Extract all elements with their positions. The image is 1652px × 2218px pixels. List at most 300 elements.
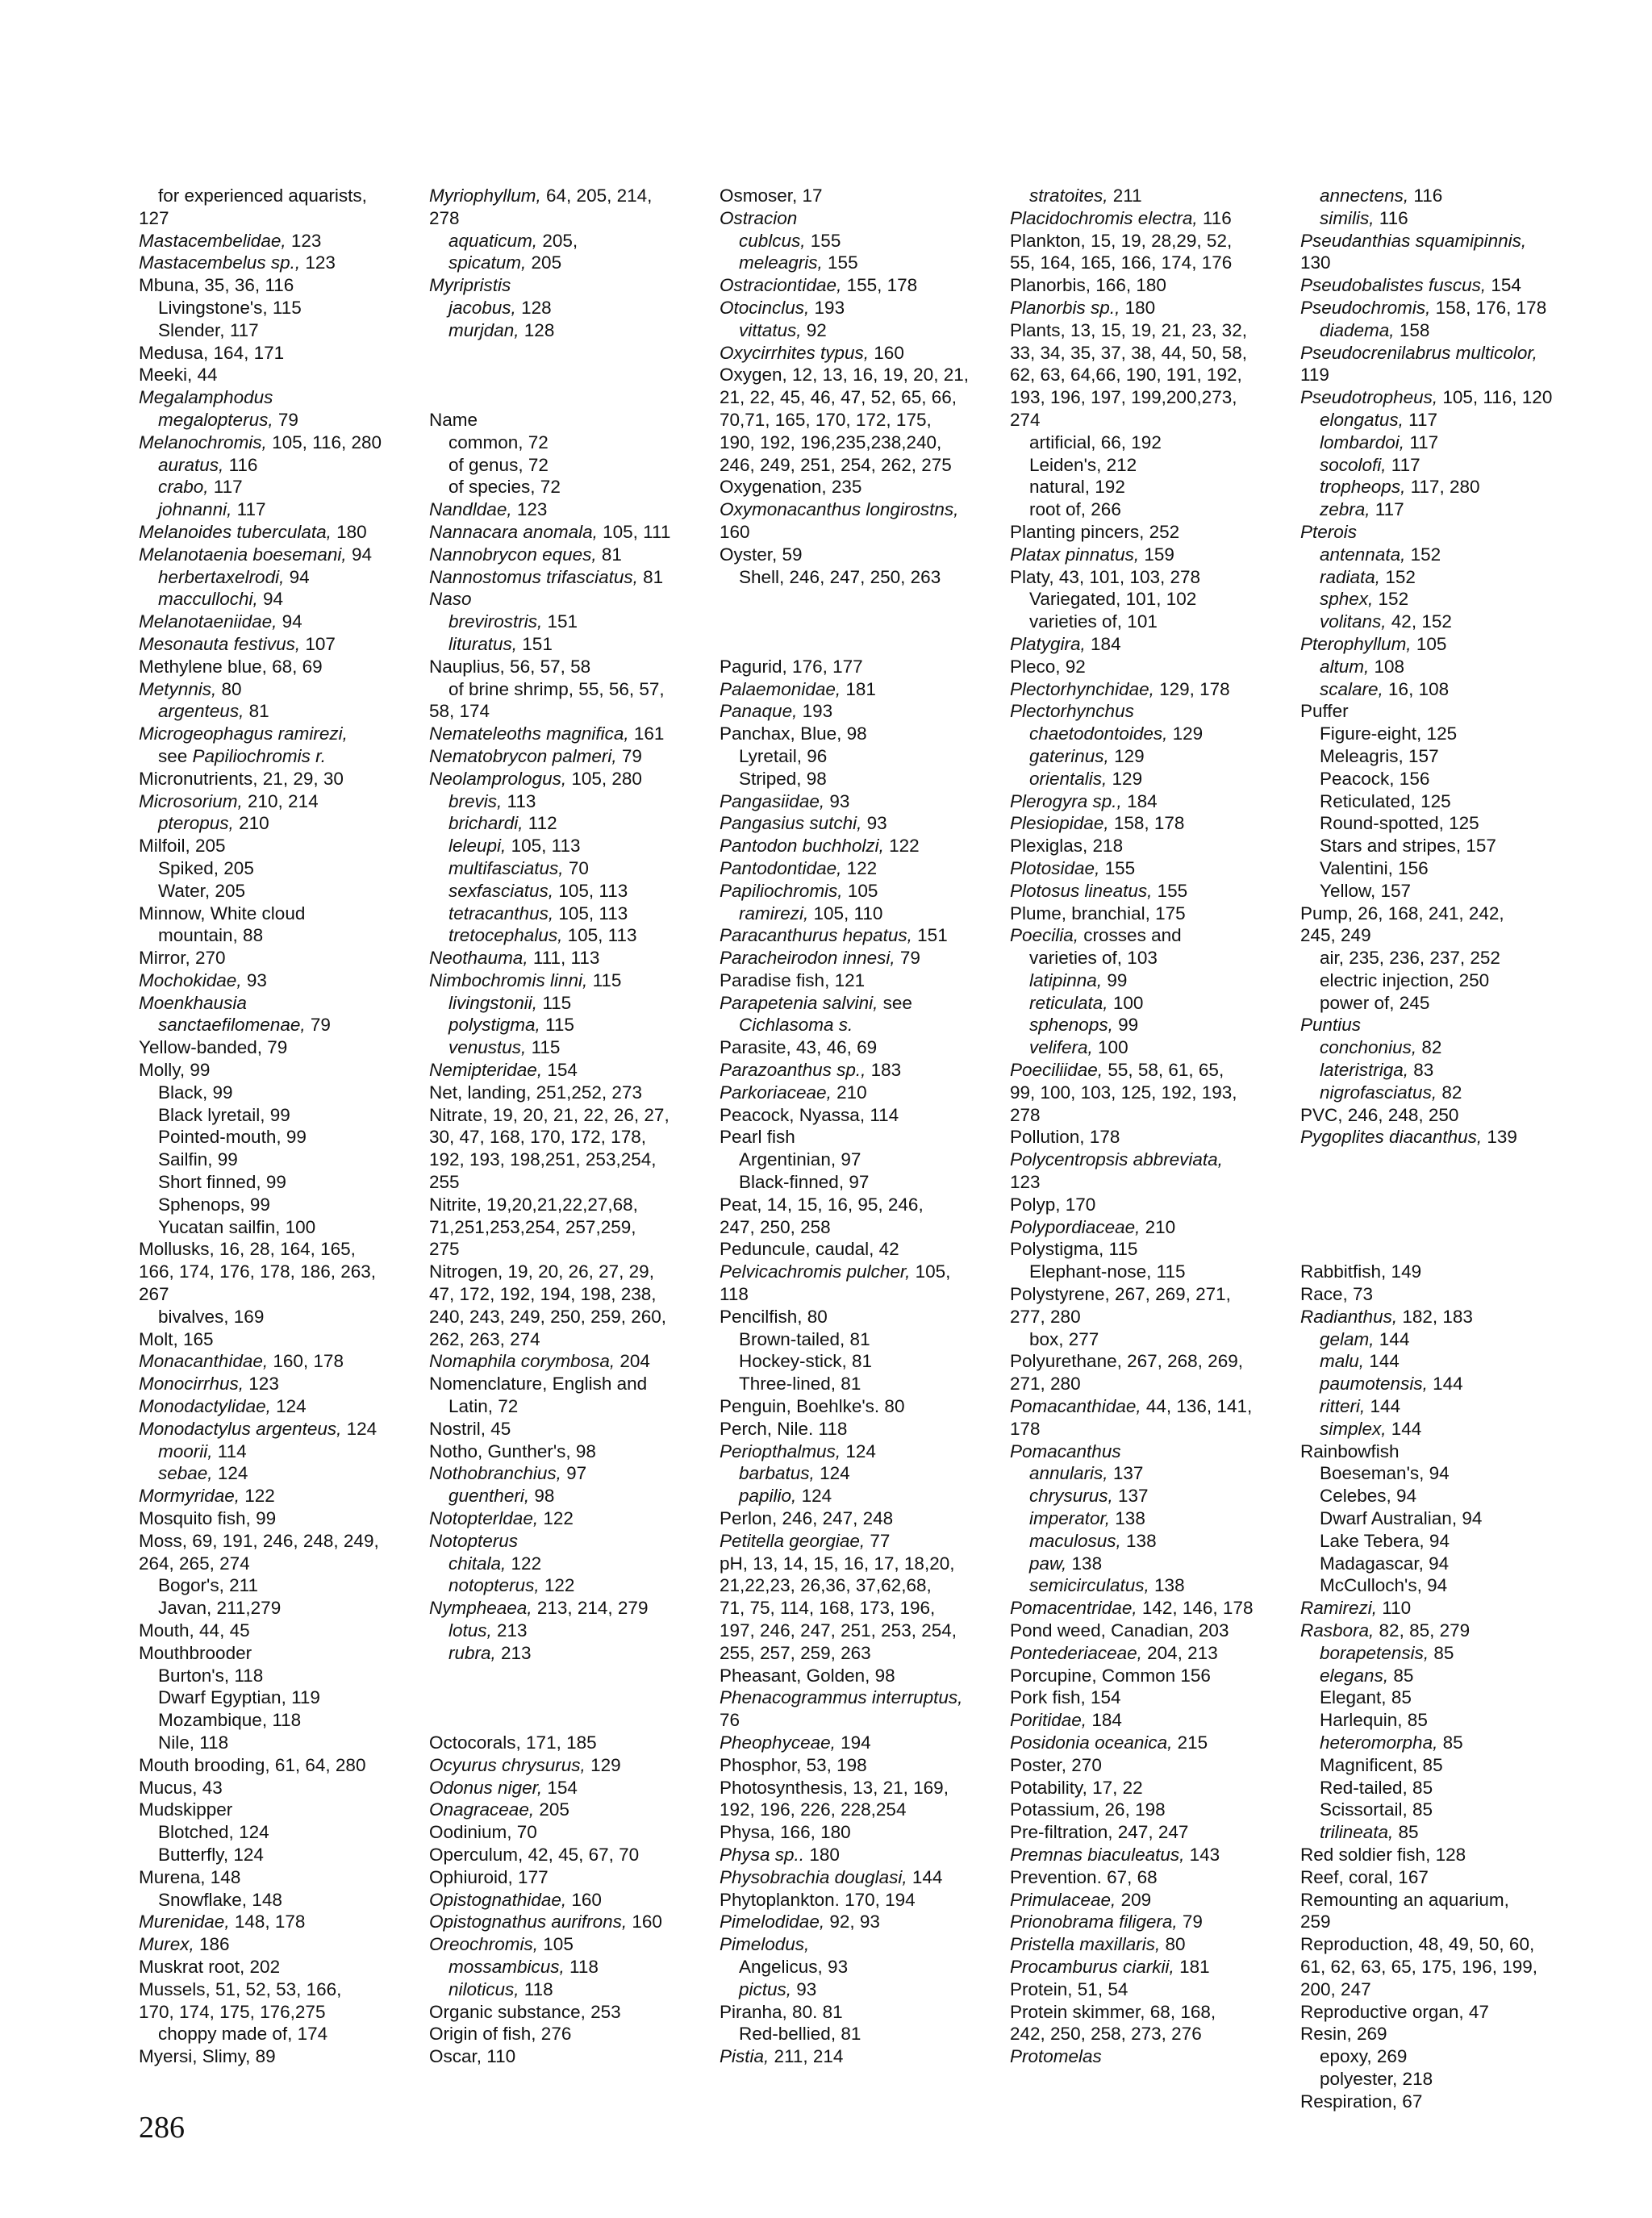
index-subentry	[139, 1306, 413, 1328]
index-subentry	[1300, 1642, 1575, 1665]
entry-pages: 123	[511, 499, 548, 520]
index-subentry	[139, 297, 413, 319]
entry-term: 240, 243, 249, 250, 259, 260,	[429, 1306, 667, 1327]
index-entry	[429, 1911, 703, 1933]
index-subentry	[1010, 745, 1284, 768]
index-entry	[720, 1933, 994, 1956]
index-entry	[139, 1485, 413, 1507]
entry-pages: 181	[841, 678, 876, 699]
entry-pages: 16, 108	[1383, 678, 1450, 699]
entry-term: epoxy, 269	[1320, 2046, 1408, 2067]
entry-term: Opistognathus aurifrons,	[429, 1912, 628, 1932]
entry-term: Organic substance, 253	[429, 2001, 621, 2022]
entry-term: Parazoanthus sp.,	[720, 1060, 866, 1081]
index-subentry	[429, 1485, 703, 1507]
entry-term: Plerogyra sp.,	[1010, 790, 1122, 811]
index-entry	[139, 1373, 413, 1395]
entry-term: Magnificent, 85	[1320, 1754, 1443, 1775]
index-entry	[139, 723, 413, 745]
entry-term: electric injection, 250	[1320, 969, 1490, 990]
index-subentry	[1010, 1530, 1284, 1553]
index-entry	[139, 835, 413, 857]
entry-term: 119	[1300, 365, 1329, 386]
index-entry	[139, 656, 413, 678]
entry-term: Pagurid, 176, 177	[720, 656, 863, 677]
entry-pages: 151	[517, 633, 553, 654]
index-entry	[139, 2045, 413, 2068]
entry-pages: 105, 116, 280	[266, 432, 382, 452]
index-subentry	[1300, 656, 1575, 678]
entry-term: Nauplius, 56, 57, 58	[429, 656, 591, 677]
entry-pages: 115	[537, 992, 572, 1013]
entry-term: Black, 99	[158, 1082, 233, 1103]
entry-term: 166, 174, 176, 178, 186, 263,	[139, 1261, 377, 1282]
index-subentry	[1300, 880, 1575, 903]
entry-term: Microsorium,	[139, 790, 243, 811]
index-column-2	[429, 185, 703, 2068]
index-entry	[1300, 342, 1575, 365]
entry-term: Potability, 17, 22	[1010, 1777, 1143, 1798]
index-subentry	[720, 903, 994, 925]
entry-term: Pump, 26, 168, 241, 242,	[1300, 903, 1504, 923]
entry-pages: 105	[538, 1934, 574, 1955]
entry-pages: 82, 85, 279	[1374, 1620, 1471, 1641]
index-subentry	[429, 678, 703, 701]
entry-pages: 142, 146, 178	[1137, 1598, 1254, 1619]
entry-pages: 160	[627, 1912, 662, 1932]
index-entry	[1300, 1283, 1575, 1306]
index-entry	[720, 790, 994, 813]
entry-term: Plexiglas, 218	[1010, 836, 1124, 857]
entry-term: Burton's, 118	[158, 1665, 264, 1686]
entry-pages: 112	[523, 813, 557, 834]
entry-pages: 181	[1174, 1956, 1210, 1977]
index-entry	[139, 1350, 413, 1373]
entry-pages: 105, 111	[597, 521, 671, 542]
index-subentry	[139, 1732, 413, 1754]
entry-pages: 80	[216, 678, 242, 699]
entry-pages: 184	[1085, 633, 1121, 654]
entry-pages: 85	[1388, 1665, 1414, 1686]
entry-term: 264, 265, 274	[139, 1553, 250, 1574]
index-entry	[1010, 1194, 1284, 1216]
index-entry	[429, 745, 703, 768]
entry-term: argenteus,	[158, 701, 244, 722]
entry-pages: 113	[502, 790, 536, 811]
entry-term: Pristella maxillaris,	[1010, 1934, 1161, 1955]
entry-term: Plants, 13, 15, 19, 21, 23, 32,	[1010, 319, 1247, 340]
index-entry	[1010, 790, 1284, 813]
index-subentry	[1300, 969, 1575, 992]
entry-term: barbatus,	[739, 1463, 815, 1484]
index-subentry	[1010, 1014, 1284, 1036]
entry-term: Methylene blue, 68, 69	[139, 656, 323, 677]
entry-pages: 100	[1108, 992, 1144, 1013]
index-entry	[1010, 924, 1284, 947]
index-entry	[429, 1194, 703, 1216]
index-entry	[1300, 1014, 1575, 1036]
entry-term: maculosus,	[1029, 1530, 1121, 1551]
index-entry	[1300, 1597, 1575, 1620]
entry-term: Opistognathidae,	[429, 1889, 567, 1910]
entry-pages: 152	[1380, 566, 1416, 587]
index-entry	[1010, 566, 1284, 589]
index-entry	[1300, 1306, 1575, 1328]
entry-pages: 107	[300, 633, 336, 654]
entry-term: mountain, 88	[158, 925, 264, 946]
entry-term: Monodactylus argenteus,	[139, 1418, 342, 1439]
entry-pages: 94	[284, 566, 310, 587]
letter-gap	[1300, 1194, 1575, 1216]
entry-pages: 138	[1120, 1530, 1157, 1551]
entry-term: 123	[1010, 1172, 1041, 1193]
entry-term: Mirror, 270	[139, 948, 226, 969]
entry-term: 21,22,23, 26,36, 37,62,68,	[720, 1575, 932, 1596]
entry-term: 160	[720, 521, 750, 542]
entry-term: Phenacogrammus interruptus,	[720, 1687, 963, 1708]
index-entry	[720, 835, 994, 857]
index-entry	[1300, 1620, 1575, 1642]
index-subentry	[1010, 1485, 1284, 1507]
entry-pages: 210	[233, 813, 269, 834]
index-subentry	[139, 745, 413, 768]
entry-pages: 129, 178	[1153, 678, 1230, 699]
entry-term: bivalves, 169	[158, 1306, 265, 1327]
entry-term: pteropus,	[158, 813, 234, 834]
index-subentry	[1300, 498, 1575, 521]
index-entry	[720, 656, 994, 678]
entry-pages: 117	[1386, 454, 1420, 475]
entry-pages: 105, 113	[506, 836, 581, 857]
index-entry	[720, 1620, 994, 1642]
index-subentry	[720, 252, 994, 274]
entry-term: Nematobrycon palmeri,	[429, 745, 617, 766]
entry-term: Dwarf Egyptian, 119	[158, 1687, 320, 1708]
entry-pages: 154	[542, 1777, 578, 1798]
entry-term: Sailfin, 99	[158, 1149, 238, 1170]
index-entry	[1010, 1799, 1284, 1821]
index-entry	[1010, 1171, 1284, 1194]
index-subentry	[429, 992, 703, 1015]
index-entry	[139, 386, 413, 409]
entry-term: Reef, coral, 167	[1300, 1866, 1429, 1887]
entry-term: Onagraceae,	[429, 1799, 535, 1820]
index-entry	[429, 1821, 703, 1844]
entry-term: 55, 164, 165, 166, 174, 176	[1010, 252, 1233, 273]
entry-term: Pomacanthus	[1010, 1440, 1121, 1461]
entry-pages: 211	[1108, 186, 1142, 206]
entry-term: Rainbowfish	[1300, 1440, 1400, 1461]
index-entry	[139, 768, 413, 790]
entry-term: Radianthus,	[1300, 1306, 1398, 1327]
entry-pages: 205	[534, 1799, 569, 1820]
entry-term: Placidochromis electra,	[1010, 207, 1198, 228]
index-subentry	[1010, 588, 1284, 611]
entry-pages: 122	[538, 1508, 574, 1529]
index-subentry	[1010, 992, 1284, 1015]
index-entry	[1300, 297, 1575, 319]
entry-term: Race, 73	[1300, 1284, 1374, 1305]
index-entry	[429, 947, 703, 969]
entry-pages: 155	[822, 252, 858, 273]
index-subentry	[1300, 2068, 1575, 2091]
index-subentry	[720, 1014, 994, 1036]
entry-pages: 151	[542, 611, 578, 632]
index-entry	[1010, 1373, 1284, 1395]
entry-term: Ophiuroid, 177	[429, 1866, 549, 1887]
entry-term: 30, 47, 168, 170, 172, 178,	[429, 1127, 646, 1148]
entry-pages: 144	[907, 1866, 943, 1887]
entry-pages: 110	[1377, 1598, 1412, 1619]
index-entry	[720, 1530, 994, 1553]
entry-term: jacobus,	[448, 297, 516, 318]
index-subentry	[1300, 476, 1575, 498]
entry-term: 192, 193, 198,251, 253,254,	[429, 1149, 657, 1170]
entry-term: Metynnis,	[139, 678, 217, 699]
index-subentry	[1300, 1485, 1575, 1507]
index-entry	[1010, 2045, 1284, 2068]
index-entry	[429, 1597, 703, 1620]
entry-term: Oyster, 59	[720, 544, 803, 565]
index-column-4	[1010, 185, 1284, 2068]
entry-term: conchonius,	[1320, 1037, 1417, 1058]
index-entry	[720, 1777, 994, 1799]
entry-term: Muskrat root, 202	[139, 1956, 281, 1977]
index-entry	[1010, 1620, 1284, 1642]
index-subentry	[1010, 947, 1284, 969]
entry-term: 62, 63, 64,66, 190, 191, 192,	[1010, 365, 1242, 386]
entry-term: Papiliochromis,	[720, 880, 843, 901]
entry-term: Livingstone's, 115	[158, 297, 302, 318]
index-subentry	[429, 1620, 703, 1642]
index-subentry	[1300, 812, 1575, 835]
entry-term: Spiked, 205	[158, 857, 254, 878]
entry-pages: 64, 205, 214,	[540, 186, 653, 206]
index-subentry	[1010, 1261, 1284, 1283]
index-entry	[429, 588, 703, 611]
index-column-3	[720, 185, 994, 2068]
entry-term: Meleagris, 157	[1320, 745, 1439, 766]
index-entry	[720, 1194, 994, 1216]
index-entry	[429, 723, 703, 745]
entry-term: Black lyretail, 99	[158, 1104, 290, 1125]
index-entry	[720, 880, 994, 903]
index-subentry	[720, 768, 994, 790]
entry-pages: 105, 113	[553, 903, 628, 923]
entry-term: livingstonii,	[448, 992, 538, 1013]
entry-pages: 118	[564, 1956, 599, 1977]
index-subentry	[139, 880, 413, 903]
index-subentry	[1300, 1328, 1575, 1351]
entry-term: 271, 280	[1010, 1374, 1081, 1395]
index-entry	[139, 1799, 413, 1821]
entry-term: 277, 280	[1010, 1306, 1081, 1327]
entry-term: Polypordiaceae,	[1010, 1216, 1141, 1237]
entry-term: tropheops,	[1320, 477, 1406, 498]
entry-term: Pointed-mouth, 99	[158, 1127, 307, 1148]
entry-term: meleagris,	[739, 252, 823, 273]
index-subentry	[429, 1395, 703, 1418]
entry-term: Microgeophagus ramirezi,	[139, 723, 348, 744]
index-entry	[139, 1933, 413, 1956]
entry-term: of genus, 72	[448, 454, 549, 475]
index-entry	[720, 1686, 994, 1709]
entry-term: 178	[1010, 1418, 1041, 1439]
index-entry	[1010, 1777, 1284, 1799]
index-subentry	[429, 880, 703, 903]
entry-pages: 144	[1364, 1351, 1400, 1372]
entry-term: Poeciliidae,	[1010, 1060, 1103, 1081]
entry-term: lateristriga,	[1320, 1060, 1409, 1081]
index-entry	[139, 969, 413, 992]
entry-term: chaetodontoides,	[1029, 723, 1168, 744]
entry-term: 33, 34, 35, 37, 38, 44, 50, 58,	[1010, 342, 1247, 363]
entry-pages: 99	[1112, 1015, 1139, 1036]
entry-term: Pond weed, Canadian, 203	[1010, 1620, 1229, 1641]
entry-term: 242, 250, 258, 273, 276	[1010, 2024, 1202, 2045]
entry-term: orientalis,	[1029, 768, 1108, 789]
index-entry	[139, 1620, 413, 1642]
entry-pages: 210, 214	[242, 790, 319, 811]
entry-term: Pomacentridae,	[1010, 1598, 1137, 1619]
entry-pages: 99	[1102, 969, 1128, 990]
index-entry	[720, 1395, 994, 1418]
index-subentry	[139, 498, 413, 521]
entry-term: tetracanthus,	[448, 903, 554, 923]
entry-pages: 137	[1112, 1486, 1149, 1507]
entry-term: Boeseman's, 94	[1320, 1463, 1450, 1484]
index-subentry	[139, 1149, 413, 1171]
index-subentry	[1010, 969, 1284, 992]
entry-term: multifasciatus,	[448, 857, 564, 878]
entry-term: Milfoil, 205	[139, 836, 226, 857]
index-subentry	[1300, 1732, 1575, 1754]
entry-pages: 122	[539, 1575, 575, 1596]
entry-term: Mouth brooding, 61, 64, 280	[139, 1754, 366, 1775]
index-subentry	[139, 857, 413, 880]
entry-term: gelam,	[1320, 1328, 1375, 1349]
index-subentry	[720, 1462, 994, 1485]
entry-term: Mussels, 51, 52, 53, 166,	[139, 1978, 342, 1999]
entry-term: see	[158, 745, 193, 766]
entry-term: Naso	[429, 589, 472, 610]
index-subentry	[1010, 1462, 1284, 1485]
index-subentry	[429, 1574, 703, 1597]
entry-term: Panchax, Blue, 98	[720, 723, 867, 744]
entry-pages: 122	[841, 857, 878, 878]
entry-term: 99, 100, 103, 125, 192, 193,	[1010, 1082, 1237, 1103]
entry-term: Butterfly, 124	[158, 1844, 264, 1865]
entry-pages: 123	[244, 1374, 279, 1395]
entry-term: Nemateleoths magnifica,	[429, 723, 629, 744]
entry-pages: 124	[212, 1463, 248, 1484]
entry-term: 247, 250, 258	[720, 1216, 831, 1237]
entry-term: Respiration, 67	[1300, 2091, 1423, 2112]
entry-term: PVC, 246, 248, 250	[1300, 1104, 1459, 1125]
entry-pages: 213, 214, 279	[532, 1598, 649, 1619]
entry-term: Ostraciontidae,	[720, 275, 842, 296]
index-entry	[1010, 1104, 1284, 1127]
entry-term: Osmoser, 17	[720, 186, 823, 206]
entry-term: Pterophyllum,	[1300, 633, 1412, 654]
entry-term: Pangasiidae,	[720, 790, 825, 811]
entry-term: Dwarf Australian, 94	[1320, 1508, 1483, 1529]
index-entry	[720, 1507, 994, 1530]
entry-term: Primulaceae,	[1010, 1889, 1116, 1910]
entry-term: Angelicus, 93	[739, 1956, 849, 1977]
entry-term: altum,	[1320, 656, 1370, 677]
index-entry	[1010, 1911, 1284, 1933]
index-entry	[720, 1911, 994, 1933]
index-entry	[139, 1238, 413, 1261]
entry-term: Snowflake, 148	[158, 1889, 282, 1910]
entry-term: Celebes, 94	[1320, 1486, 1417, 1507]
entry-pages: 79	[273, 409, 298, 430]
entry-pages: 108	[1369, 656, 1405, 677]
index-entry	[1010, 1126, 1284, 1149]
index-entry	[1010, 1686, 1284, 1709]
index-subentry	[720, 319, 994, 342]
entry-term: for experienced aquarists,	[158, 186, 367, 206]
index-entry	[139, 1777, 413, 1799]
entry-term: Water, 205	[158, 880, 245, 901]
entry-term: Hockey-stick, 81	[739, 1351, 873, 1372]
entry-term: socolofi,	[1320, 454, 1387, 475]
entry-pages: 186	[194, 1934, 230, 1955]
entry-pages: 213	[491, 1620, 528, 1641]
entry-term: 61, 62, 63, 65, 175, 196, 199,	[1300, 1956, 1537, 1977]
index-entry	[139, 947, 413, 969]
entry-term: Nomenclature, English and	[429, 1374, 648, 1395]
entry-term: Myersi, Slimy, 89	[139, 2046, 276, 2067]
entry-term: Mollusks, 16, 28, 164, 165,	[139, 1239, 356, 1260]
entry-pages: 158	[1394, 319, 1430, 340]
index-subentry	[429, 857, 703, 880]
entry-term: 245, 249	[1300, 925, 1371, 946]
index-subentry	[429, 319, 703, 342]
index-entry	[1300, 364, 1575, 386]
index-entry	[1010, 297, 1284, 319]
index-entry	[429, 1462, 703, 1485]
entry-pages: 105,	[910, 1261, 951, 1282]
entry-term: annectens,	[1320, 186, 1409, 206]
entry-pages: 204, 213	[1141, 1642, 1218, 1663]
index-subentry	[139, 1104, 413, 1127]
entry-term: Meeki, 44	[139, 365, 218, 386]
entry-term: 58, 174	[429, 701, 490, 722]
entry-pages: 210	[1140, 1216, 1176, 1237]
entry-pages: 55, 58, 61, 65,	[1103, 1060, 1224, 1081]
entry-term: 193, 196, 197, 199,200,273,	[1010, 387, 1237, 408]
entry-term: Rasbora,	[1300, 1620, 1375, 1641]
index-subentry	[1300, 1350, 1575, 1373]
index-entry	[720, 342, 994, 365]
index-subentry	[1300, 1036, 1575, 1059]
index-entry	[1010, 656, 1284, 678]
entry-term: Nile, 118	[158, 1732, 229, 1753]
entry-pages: 70	[563, 857, 589, 878]
entry-pages: 129	[1167, 723, 1204, 744]
entry-term: 70,71, 165, 170, 172, 175,	[720, 409, 932, 430]
entry-term: Plotosidae,	[1010, 857, 1100, 878]
entry-term: Petitella georgiae,	[720, 1530, 866, 1551]
entry-term: velifera,	[1029, 1037, 1093, 1058]
entry-term: Poster, 270	[1010, 1754, 1102, 1775]
entry-term: Pre-filtration, 247, 247	[1010, 1822, 1189, 1843]
index-entry	[720, 857, 994, 880]
index-entry	[1300, 924, 1575, 947]
index-entry	[1010, 835, 1284, 857]
